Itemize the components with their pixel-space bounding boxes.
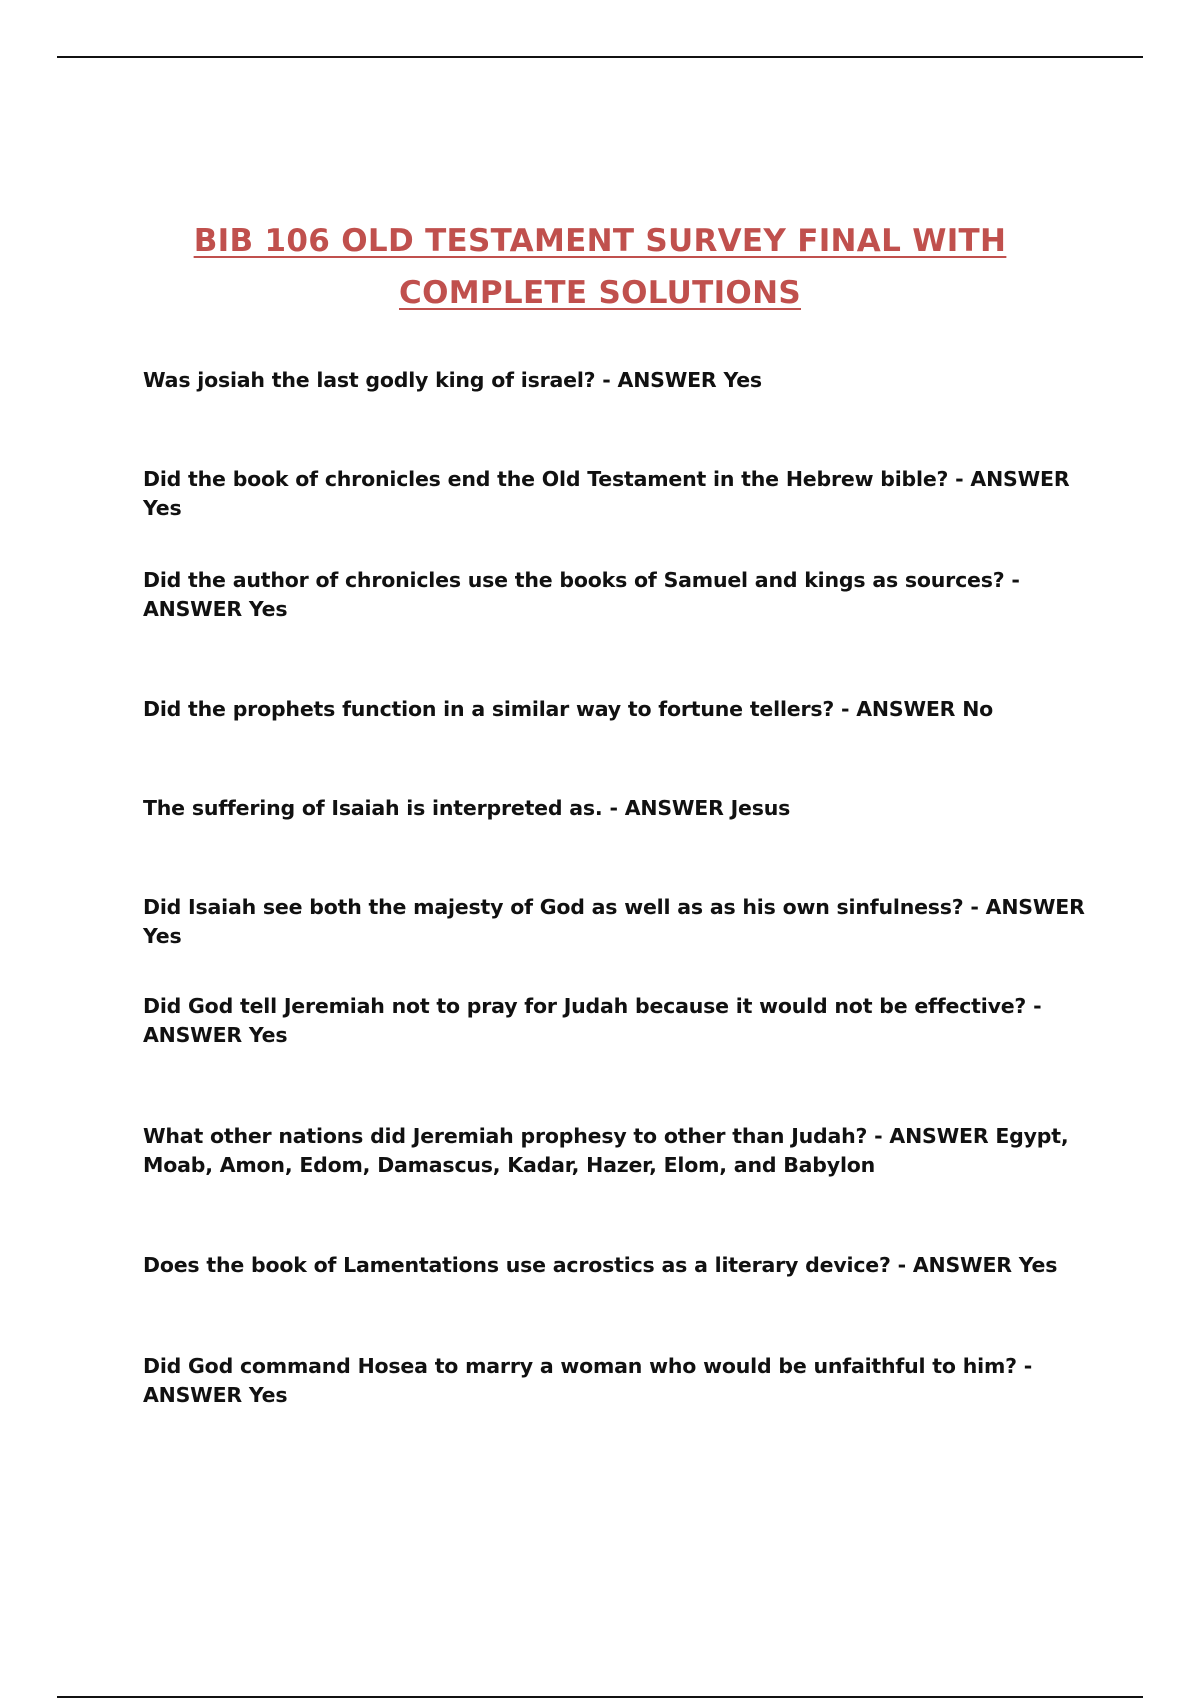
qa-item-3: Did the author of chronicles use the books of Samuel and kings as sources? - ANSWER Yes (143, 568, 1020, 621)
title-line-2: COMPLETE SOLUTIONS (399, 274, 801, 311)
qa-item-2: Did the book of chronicles end the Old Testament in the Hebrew bible? - ANSWER Yes (143, 467, 1070, 520)
qa-item-1: Was josiah the last godly king of israel? - ANSWER Yes (143, 368, 762, 392)
footer-rule (57, 1696, 1143, 1698)
title-line-1: BIB 106 OLD TESTAMENT SURVEY FINAL WITH (193, 222, 1007, 259)
qa-item-4: Did the prophets function in a similar way to fortune tellers? - ANSWER No (143, 697, 994, 721)
qa-item-9: Does the book of Lamentations use acrostics as a literary device? - ANSWER Yes (143, 1253, 1058, 1277)
qa-item-8: What other nations did Jeremiah prophesy to other than Judah? - ANSWER Egypt, Moab, Amon, Edom, Damascus, Kadar, Hazer, Elom, and Babylon (143, 1124, 1069, 1177)
qa-item-10: Did God command Hosea to marry a woman who would be unfaithful to him? - ANSWER Yes (143, 1354, 1033, 1407)
qa-item-7: Did God tell Jeremiah not to pray for Judah because it would not be effective? - ANSWER Yes (143, 994, 1042, 1047)
header-rule (57, 56, 1143, 58)
qa-item-6: Did Isaiah see both the majesty of God as well as as his own sinfulness? - ANSWER Yes (143, 895, 1085, 948)
document-title (100, 215, 1100, 319)
qa-item-5: The suffering of Isaiah is interpreted as. - ANSWER Jesus (143, 796, 791, 820)
